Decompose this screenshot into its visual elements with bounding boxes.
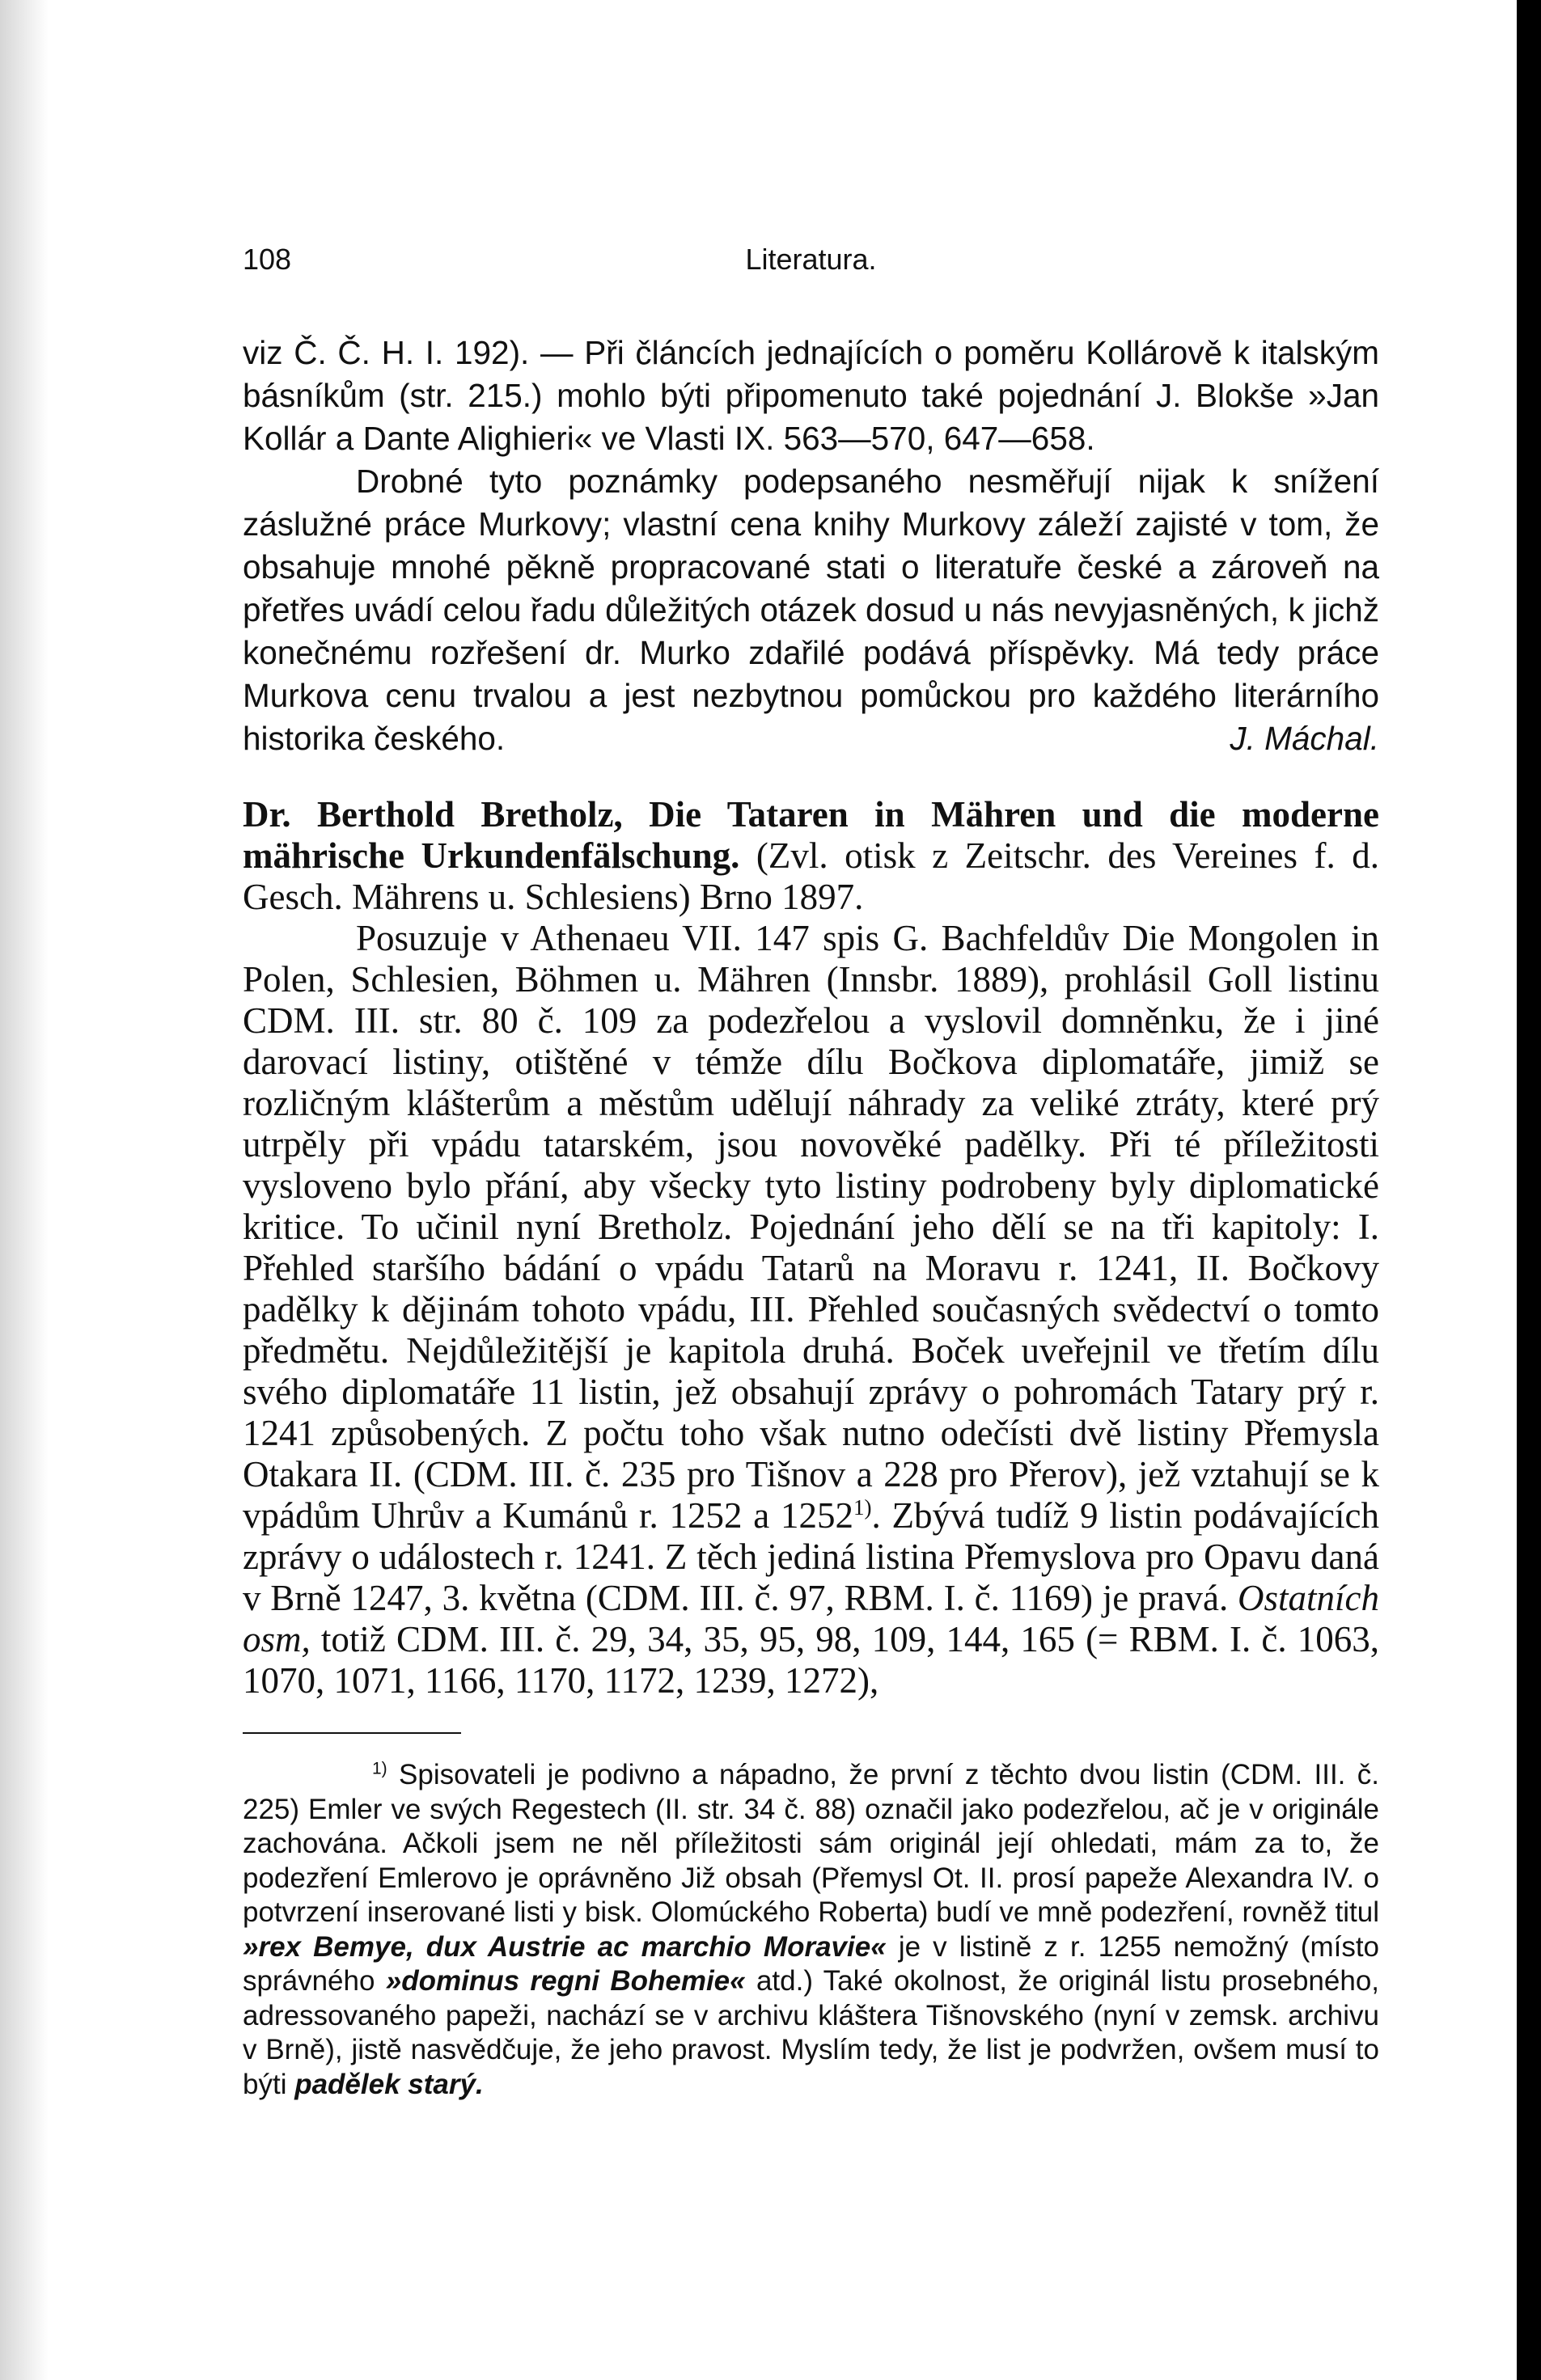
scan-black-border <box>1517 0 1541 2380</box>
review-body-main: Posuzuje v Athenaeu VII. 147 spis G. Bachfeldův Die Mongolen in Polen, Schlesien, Böhmen u. Mähren (Innsbr. 1889), prohlásil Goll listinu CDM. III. str. 80 č. 109 za podezřelou a vyslovil domněnku, že i jiné darovací listiny, otištěné v témže dílu Bočkova diplomatáře, jimiž se rozličným klášterům a městům udělují náhrady za veliké ztráty, které prý utrpěly při vpádu tatarském, jsou novověké padělky. Při té příležitosti vysloveno bylo přání, aby všecky tyto listiny podrobeny byly diplomatické kritice. To učinil nyní Bretholz. Pojednání jeho dělí se na tři kapitoly: I. Přehled staršího bádání o vpádu Tatarů na Moravu r. 1241, II. Bočkovy padělky k dějinám tohoto vpádu, III. Přehled současných svědectví o tomto předmětu. Nejdůležitější je kapitola druhá. Boček uveřejnil ve třetím dílu svého diplomatáře 11 listin, jež obsahují zprávy o pohromách Tatary prý r. 1241 způsobených. Z počtu toho však nutno odečísti dvě listiny Přemysla Otakara II. (CDM. III. č. 235 pro Tišnov a 228 pro Přerov), jež vztahují se k vpádům Uhrův a Kumánů r. 1252 a 1252 <box>243 918 1379 1536</box>
review-body-after-ref: . Zbývá tudíž 9 listin podávajících zprávy o událostech r. 1241. Z těch jediná listina Přemyslova pro Opavu daná v Brně 1247, 3. května (CDM. III. č. 97, RBM. I. č. 1169) je pravá. <box>243 1495 1379 1618</box>
footnote-reference: 1) <box>853 1495 872 1520</box>
footnote-text-a: Spisovateli je podivno a nápadno, že první z těchto dvou listin (CDM. III. č. 225) Emler ve svých Regestech (II. str. 34 č. 88) označil jako podezřelou, ač je v originále zachována. Ačkoli jsem ne něl příležitosti sám originál její ohledati, mám za to, že podezření Emlerovo je oprávněno Již obsah (Přemysl Ot. II. prosí papeže Alexandra IV. o potvrzení inserované listi y bisk. Olomúckého Roberta) budí ve mně podezření, rovněž titul <box>243 1759 1379 1928</box>
review-heading-source: (Zvl. otisk z Zeitschr. des Vereines f. d. Gesch. Mährens u. Schlesiens) Brno 1897. <box>243 835 1379 917</box>
review-murko-continued <box>243 332 1379 760</box>
footnote-text-b: je v listině z r. 1255 nemožný (místo správného <box>243 1930 1380 1997</box>
review-heading <box>243 794 1379 918</box>
paragraph-continuation: viz Č. Č. H. I. 192). — Při článcích jednajících o poměru Kollárově k italským básníkům (str. 215.) mohlo býti připomenuto také pojednání J. Blokše »Jan Kollár a Dante Alighieri« ve Vlasti IX. 563—570, 647—658. <box>243 334 1379 457</box>
running-header <box>243 243 1379 291</box>
footnote-text-c: atd.) Také okolnost, že originál listu prosebného, adressovaného papeži, nachází se v archivu kláštera Tišnovského (nyní v zemsk. archivu v Brně), jistě nasvědčuje, že jeho pravost. Myslím tedy, že list je podvržen, ovšem musí to býti <box>243 1965 1380 2100</box>
reviewer-signature: J. Máchal. <box>1230 720 1379 757</box>
footnote <box>243 1758 1379 2102</box>
scan-page-edge-shadow <box>0 0 49 2380</box>
review-body-end: totiž CDM. III. č. 29, 34, 35, 95, 98, 109, 144, 165 (= RBM. I. č. 1063, 1070, 1071, 1166, 1170, 1172, 1239, 1272), <box>243 1619 1379 1701</box>
review-heading-title: Dr. Berthold Bretholz, Die Tataren in Mähren und die moderne mährische Urkundenfälschung. <box>243 794 1379 876</box>
running-title: Literatura. <box>745 243 877 276</box>
footnote-marker: 1) <box>372 1759 387 1778</box>
book-page <box>243 243 1379 2102</box>
footnote-closing: padělek starý. <box>294 2068 484 2100</box>
paragraph-assessment <box>243 460 1379 760</box>
footnote-quote-dominus: »dominus regni Bohemie« <box>385 1965 746 1997</box>
page-number: 108 <box>243 243 292 276</box>
footnote-divider <box>243 1732 461 1734</box>
review-body-italic: Ostatních osm, <box>243 1578 1379 1659</box>
assessment-text: Drobné tyto poznámky podepsaného nesměřují nijak k snížení záslužné práce Murkovy; vlastní cena knihy Murkovy záleží zajisté v tom, že obsahuje mnohé pěkně propracované stati o literatuře české a zároveň na přetřes uvádí celou řadu důležitých otázek dosud u nás nevyjasněných, k jichž konečnému rozřešení dr. Murko zdařilé podává příspěvky. Má tedy práce Murkova cenu trvalou a jest nezbytnou pomůckou pro každého literárního historika českého. <box>243 463 1379 757</box>
footnote-quote-title: »rex Bemye, dux Austrie ac marchio Moravie« <box>243 1930 887 1963</box>
review-bretholz <box>243 794 1379 1702</box>
review-body <box>243 918 1379 1702</box>
